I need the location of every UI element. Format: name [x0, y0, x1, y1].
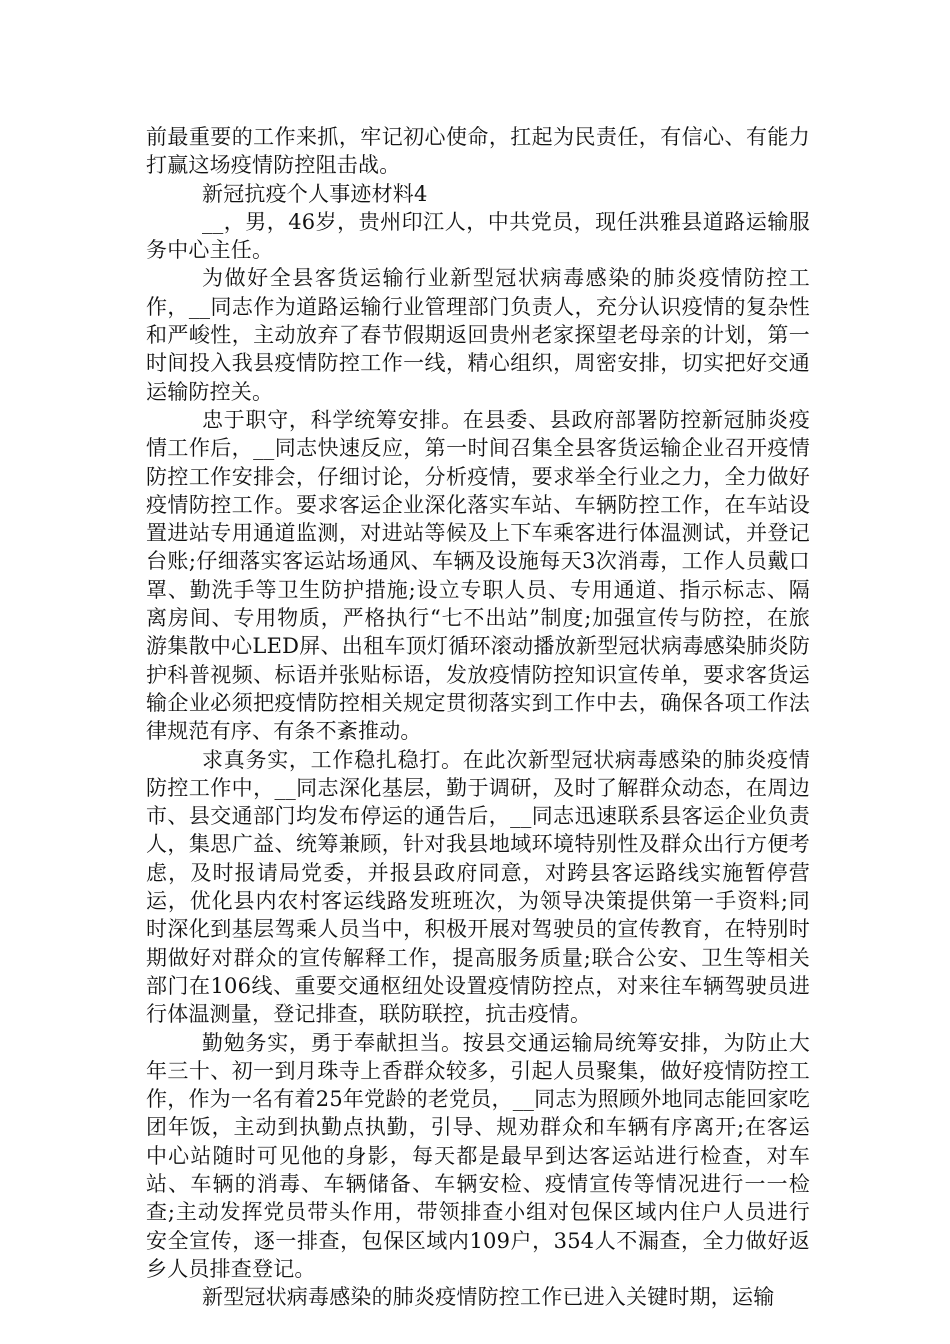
paragraph-pragmatic: 求真务实，工作稳扎稳打。在此次新型冠状病毒感染的肺炎疫情防控工作中，__同志深化基层，勤于调研，及时了解群众动态，在周边市、县交通部门均发布停运的通告后，__同志迅速联系县客运企业负责人，集思广益、统筹兼顾，针对我县地域环境特别性及群众出行方便考虑，及时报请局党委，并报县政府同意，对跨县客运路线实施暂停营运，优化县内农村客运线路发班班次，为领导决策提供第一手资料;同时深化到基层驾乘人员当中，积极开展对驾驶员的宣传教育，在特别时期做好对群众的宣传解释工作，提高服务质量;联合公安、卫生等相关部门在106线、重要交通枢纽处设置疫情防控点，对来往车辆驾驶员进行体温测量，登记排查，联防联控，抗击疫情。 — [146, 747, 810, 1027]
paragraph-background: 为做好全县客货运输行业新型冠状病毒感染的肺炎疫情防控工作，__同志作为道路运输行业管理部门负责人，充分认识疫情的复杂性和严峻性，主动放弃了春节假期返回贵州老家探望老母亲的计划，第一时间投入我县疫情防控工作一线，精心组织，周密安排，切实把好交通运输防控关。 — [146, 266, 810, 404]
section-heading: 新冠抗疫个人事迹材料4 — [202, 181, 428, 206]
paragraph-continuation: 前最重要的工作来抓，牢记初心使命，扛起为民责任，有信心、有能力打赢这场疫情防控阻击战。 — [146, 125, 810, 178]
paragraph-duty: 忠于职守，科学统筹安排。在县委、县政府部署防控新冠肺炎疫情工作后，__同志快速反应，第一时间召集全县客货运输企业召开疫情防控工作安排会，仔细讨论，分析疫情，要求举全行业之力，全力做好疫情防控工作。要求客运企业深化落实车站、车辆防控工作，在车站设置进站专用通道监测，对进站等候及上下车乘客进行体温测试，并登记台账;仔细落实客运站场通风、车辆及设施每天3次消毒，工作人员戴口罩、勤洗手等卫生防护措施;设立专职人员、专用通道、指示标志、隔离房间、专用物质，严格执行“七不出站”制度;加强宣传与防控，在旅游集散中心LED屏、出租车顶灯循环滚动播放新型冠状病毒感染肺炎防护科普视频、标语并张贴标语，发放疫情防控知识宣传单，要求客货运输企业必须把疫情防控相关规定贯彻落实到工作中去，确保各项工作法律规范有序、有条不紊推动。 — [146, 407, 810, 744]
paragraph-closing: 新型冠状病毒感染的肺炎疫情防控工作已进入关键时期，运输 — [202, 1285, 775, 1310]
paragraph-intro: __，男，46岁，贵州印江人，中共党员，现任洪雅县道路运输服务中心主任。 — [146, 209, 810, 263]
document-body — [146, 123, 810, 1311]
paragraph-dedication: 勤勉务实，勇于奉献担当。按县交通运输局统筹安排，为防止大年三十、初一到月珠寺上香群众较多，引起人员聚集，做好疫情防控工作，作为一名有着25年党龄的老党员，__同志为照顾外地同志能回家吃团年饭，主动到执勤点执勤，引导、规劝群众和车辆有序离开;在客运中心站随时可见他的身影，每天都是最早到达客运站进行检查，对车站、车辆的消毒、车辆储备、车辆安检、疫情宣传等情况进行一一检查;主动发挥党员带头作用，带领排查小组对包保区域内住户人员进行安全宣传，逐一排查，包保区域内109户，354人不漏查，全力做好返乡人员排查登记。 — [146, 1030, 810, 1281]
